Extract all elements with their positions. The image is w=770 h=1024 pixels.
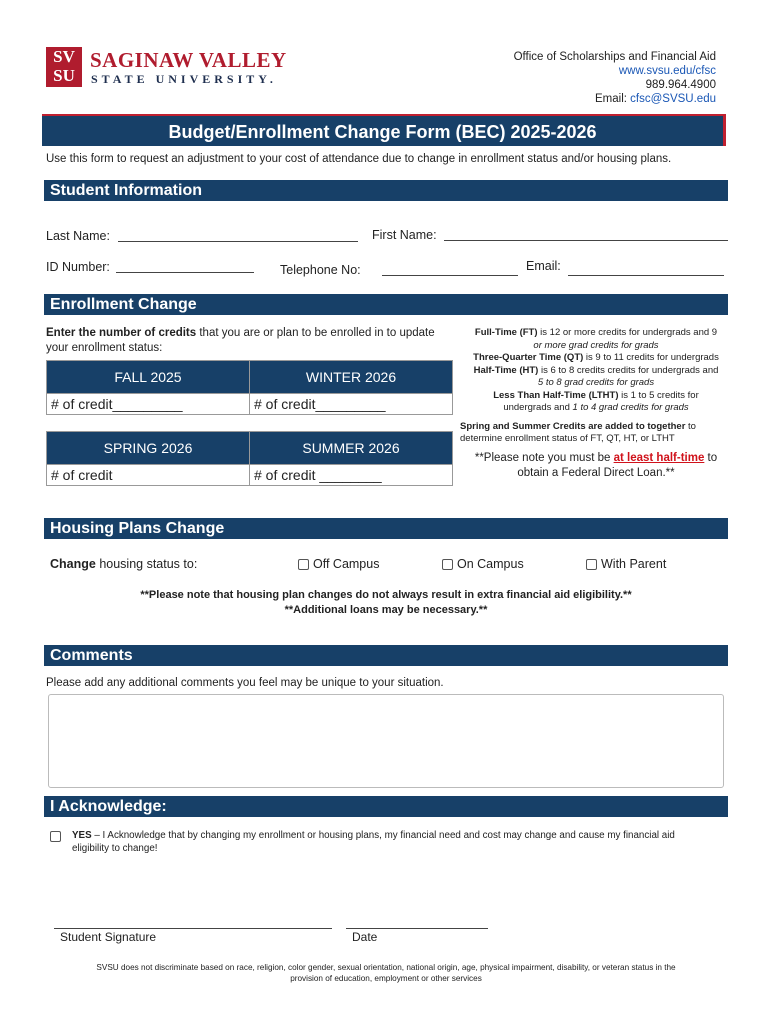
last-name-field[interactable]: [118, 241, 358, 242]
section-enrollment-change: Enrollment Change: [44, 294, 728, 315]
office-website-link[interactable]: www.svsu.edu/cfsc: [618, 65, 716, 77]
summer-credit-input[interactable]: # of credit ________: [250, 465, 453, 486]
def-ft-term: Full-Time (FT): [474, 327, 538, 338]
housing-note-line1: **Please note that housing plan changes do not always result in extra financial aid eligibility.**: [140, 589, 632, 601]
enrollment-table-fall-winter: [46, 360, 453, 415]
def-lt-text: is 1 to 5 credits for: [618, 389, 699, 401]
logo-university-name: SAGINAW VALLEY: [90, 48, 287, 72]
acknowledge-statement: [72, 829, 732, 855]
first-name-label: First Name:: [372, 228, 437, 242]
fall-credit-input[interactable]: # of credit_________: [47, 394, 250, 415]
spring-credit-input[interactable]: # of credit: [47, 465, 250, 486]
off-campus-checkbox[interactable]: [298, 559, 309, 570]
term-spring-2026: SPRING 2026: [47, 432, 250, 465]
comments-textarea[interactable]: [48, 694, 724, 788]
email-label: Email:: [526, 259, 561, 273]
with-parent-label: With Parent: [601, 557, 667, 571]
student-signature-label: Student Signature: [60, 930, 157, 944]
def-lt-line2: undergrads and: [503, 402, 573, 413]
def-ss-text: to: [685, 420, 696, 432]
term-summer-2026: SUMMER 2026: [250, 432, 453, 465]
office-email-line: [514, 92, 716, 106]
comments-prompt: Please add any additional comments you feel may be unique to your situation.: [46, 677, 444, 689]
acknowledge-checkbox-wrap[interactable]: [50, 828, 64, 840]
note-half-time-highlight: at least half-time: [613, 451, 705, 464]
acknowledge-yes: YES: [72, 830, 92, 841]
date-line[interactable]: [346, 928, 488, 929]
with-parent-checkbox[interactable]: [586, 559, 597, 570]
def-less-than-half: [460, 390, 732, 403]
enrollment-instructions-text: that you are or plan to be enrolled in to update your enrollment status:: [46, 327, 435, 354]
enrollment-table-spring-summer: [46, 431, 453, 486]
direct-loan-note-line2: obtain a Federal Direct Loan.**: [517, 466, 675, 479]
def-ss-term: Spring and Summer Credits are added to together: [460, 420, 686, 432]
def-ft-grad: or more grad credits for grads: [533, 339, 659, 351]
on-campus-label: On Campus: [457, 557, 524, 571]
off-campus-label: Off Campus: [313, 557, 380, 571]
def-lt-term: Less Than Half-Time (LTHT): [493, 389, 619, 401]
def-less-than-half-line2: [460, 402, 732, 415]
section-acknowledge: I Acknowledge:: [44, 796, 728, 817]
def-qt-term: Three-Quarter Time (QT): [473, 352, 584, 363]
office-contact-block: [514, 50, 716, 106]
logo-mark-bottom: SU: [53, 66, 75, 85]
housing-note-line2: **Additional loans may be necessary.**: [284, 604, 488, 616]
date-label: Date: [352, 930, 378, 944]
note-post: to: [704, 451, 718, 464]
def-half-time-grad: [460, 377, 732, 390]
housing-change-label: [50, 557, 197, 571]
direct-loan-note-line1: [460, 451, 732, 466]
enrollment-instructions-bold: Enter the number of credits: [46, 327, 197, 339]
logo-university-subname: STATE UNIVERSITY.: [91, 72, 277, 86]
id-number-field[interactable]: [116, 272, 254, 273]
acknowledge-line1: [72, 829, 732, 842]
student-signature-line[interactable]: [54, 928, 332, 929]
acknowledge-checkbox[interactable]: [50, 831, 61, 842]
direct-loan-note: [460, 451, 732, 481]
telephone-field[interactable]: [382, 275, 518, 276]
def-ft-text: is 12 or more credits for undergrads and 9: [537, 327, 718, 338]
acknowledge-text: – I Acknowledge that by changing my enrollment or housing plans, my financial need and cost may change and cause my financial aid: [91, 830, 675, 841]
option-on-campus[interactable]: [442, 557, 524, 571]
def-ht-term: Half-Time (HT): [473, 364, 539, 376]
office-name: Office of Scholarships and Financial Aid: [513, 51, 716, 63]
def-qt-text: is 9 to 11 credits for undergrads: [583, 352, 719, 363]
def-ht-grad: 5 to 8 grad credits for grads: [537, 377, 655, 388]
email-field[interactable]: [568, 275, 724, 276]
section-housing-plans-change: Housing Plans Change: [44, 518, 728, 539]
def-lt-grad: 1 to 4 grad credits for grads: [572, 402, 689, 413]
def-full-time: [460, 327, 732, 340]
telephone-label: Telephone No:: [280, 263, 361, 277]
enrollment-instructions: [46, 326, 456, 356]
office-phone: 989.964.4900: [645, 79, 716, 91]
option-with-parent[interactable]: [586, 557, 666, 571]
on-campus-checkbox[interactable]: [442, 559, 453, 570]
def-spring-summer: [460, 421, 732, 434]
term-winter-2026: WINTER 2026: [250, 361, 453, 394]
acknowledge-line2: eligibility to change!: [72, 843, 158, 854]
footer-line2: provision of education, employment or other services: [290, 974, 482, 983]
section-student-information: Student Information: [44, 180, 728, 201]
option-off-campus[interactable]: [298, 557, 379, 571]
housing-change-bold: Change: [50, 557, 96, 571]
form-title: Budget/Enrollment Change Form (BEC) 2025-2026: [42, 114, 726, 146]
def-full-time-grad: [460, 340, 732, 353]
def-ht-text: is 6 to 8 credits credits for undergrads and: [538, 364, 719, 376]
id-number-label: ID Number:: [46, 260, 110, 274]
form-intro: Use this form to request an adjustment to your cost of attendance due to change in enrollment status and/or housing plans.: [46, 153, 672, 165]
note-pre: **Please note you must be: [474, 451, 614, 464]
logo-mark-top: SV: [53, 47, 75, 66]
svsu-logo-mark: [46, 47, 82, 87]
nondiscrimination-footer: [46, 962, 726, 984]
def-three-quarter: [460, 352, 732, 365]
office-email-link[interactable]: cfsc@SVSU.edu: [630, 93, 716, 105]
housing-change-text: housing status to:: [95, 557, 198, 571]
def-spring-summer-line2: determine enrollment status of FT, QT, HT, or LTHT: [460, 433, 675, 444]
office-email-label: Email:: [595, 93, 631, 105]
term-fall-2025: FALL 2025: [47, 361, 250, 394]
section-comments: Comments: [44, 645, 728, 666]
winter-credit-input[interactable]: # of credit_________: [250, 394, 453, 415]
footer-line1: SVSU does not discriminate based on race, religion, color gender, sexual orientation, national origin, age, physical impairment, disability, or veteran status in the: [96, 963, 676, 972]
housing-note: [44, 588, 728, 618]
def-half-time: [460, 365, 732, 378]
enrollment-status-definitions: [460, 327, 732, 481]
last-name-label: Last Name:: [46, 229, 110, 243]
first-name-field[interactable]: [444, 240, 728, 241]
